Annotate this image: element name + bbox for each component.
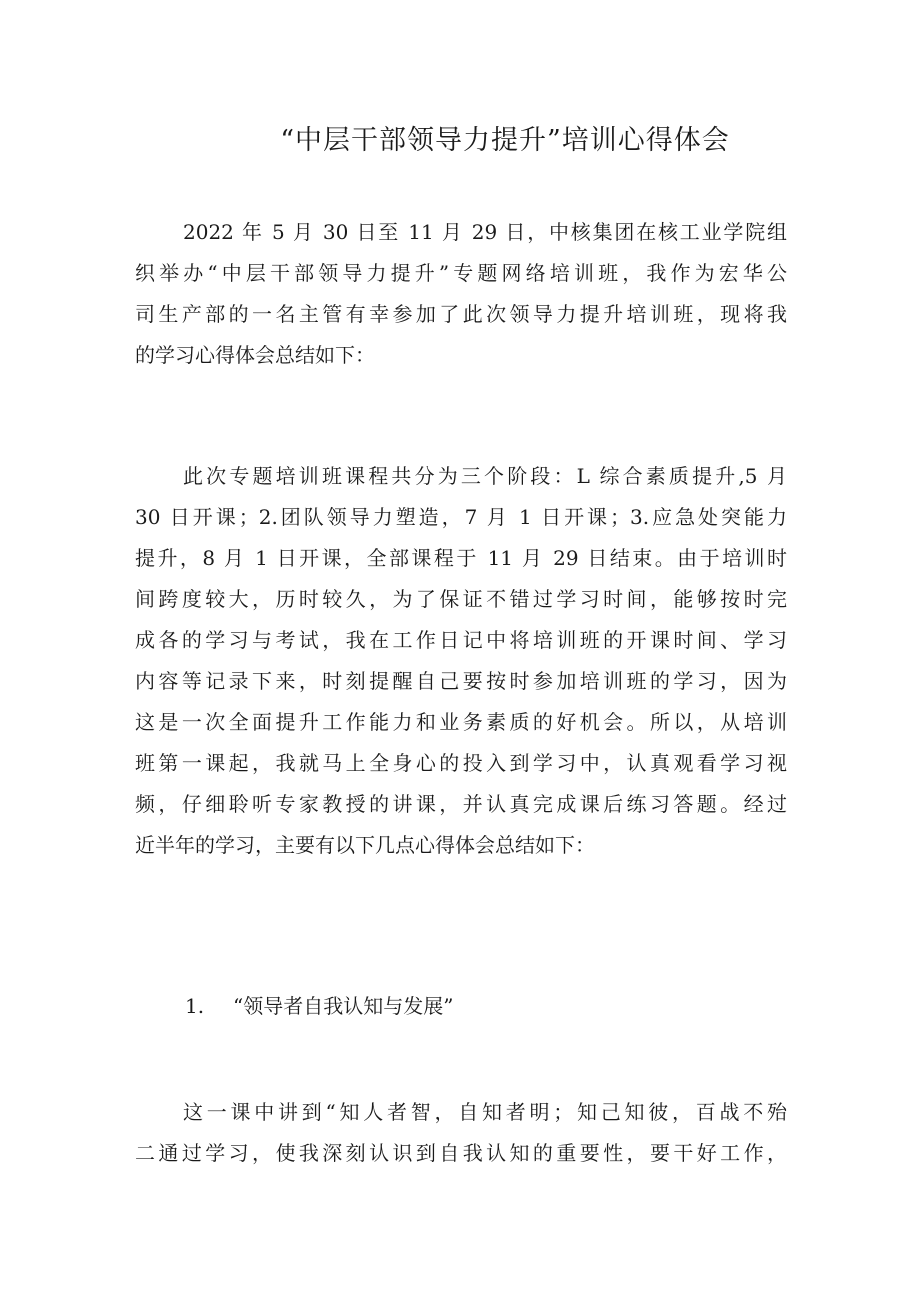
paragraph-line: 间跨度较大，历时较久，为了保证不错过学习时间，能够按时完	[135, 587, 787, 611]
document-title: “中层干部领导力提升”培训心得体会	[280, 125, 730, 156]
paragraph-line: 提升，8 月 1 日开课，全部课程于 11 月 29 日结束。由于培训时	[135, 546, 787, 570]
paragraph-line: 这是一次全面提升工作能力和业务素质的好机会。所以，从培训	[135, 710, 787, 734]
paragraph-line: 这一课中讲到“知人者智，自知者明；知己知彼，百战不殆	[183, 1100, 787, 1124]
paragraph-line: 织举办“中层干部领导力提升”专题网络培训班，我作为宏华公	[135, 261, 787, 285]
intro-paragraph	[135, 212, 787, 376]
paragraph-line: 2022 年 5 月 30 日至 11 月 29 日，中核集团在核工业学院组	[183, 220, 787, 244]
paragraph-line: 内容等记录下来，时刻提醒自己要按时参加培训班的学习，因为	[135, 669, 787, 693]
paragraph-line: 班第一课起，我就马上全身心的投入到学习中，认真观看学习视	[135, 751, 787, 775]
paragraph-line: 的学习心得体会总结如下：	[135, 343, 375, 367]
section-paragraph	[135, 1092, 787, 1174]
paragraph-line: 成各的学习与考试，我在工作日记中将培训班的开课时间、学习	[135, 628, 787, 652]
section-number: 1.	[185, 994, 205, 1018]
paragraph-line: 司生产部的一名主管有幸参加了此次领导力提升培训班，现将我	[135, 302, 787, 326]
section-heading	[185, 992, 453, 1020]
paragraph-line: 二通过学习，使我深刻认识到自我认知的重要性，要干好工作，	[135, 1141, 787, 1165]
course-overview-paragraph	[135, 456, 787, 866]
paragraph-line: 此次专题培训班课程共分为三个阶段：L 综合素质提升,5 月	[183, 464, 787, 488]
paragraph-line: 30 日开课；2.团队领导力塑造，7 月 1 日开课；3.应急处突能力	[135, 505, 787, 529]
paragraph-line: 频，仔细聆听专家教授的讲课，并认真完成课后练习答题。经过	[135, 792, 787, 816]
section-title: “领导者自我认知与发展”	[233, 994, 454, 1018]
paragraph-line: 近半年的学习，主要有以下几点心得体会总结如下：	[135, 833, 595, 857]
